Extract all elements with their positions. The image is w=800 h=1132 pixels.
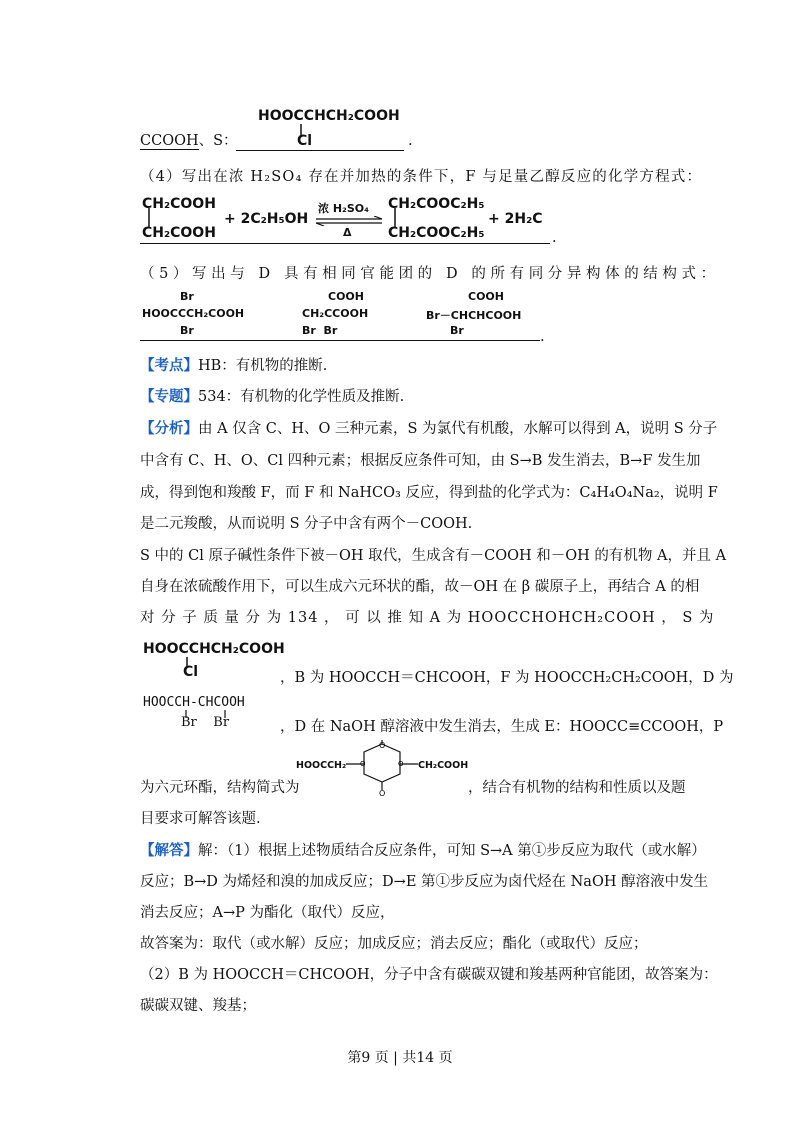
q5-answer-line bbox=[140, 340, 540, 341]
q4-equation bbox=[140, 196, 550, 244]
svg-text:O: O bbox=[379, 789, 386, 796]
top-answer-line bbox=[236, 150, 404, 151]
fenxi-line10b: ，结合有机物的结构和性质以及题 bbox=[468, 780, 686, 796]
isomer2-top: COOH bbox=[328, 290, 364, 303]
isomer2-bottom: Br Br bbox=[302, 324, 338, 337]
svg-text:O: O bbox=[360, 760, 366, 768]
zhuanti-text: 534：有机物的化学性质及推断. bbox=[198, 389, 405, 405]
fenxi-line9: ，D 在 NaOH 醇溶液中发生消去，生成 E：HOOCC≡CCOOH，P bbox=[280, 719, 724, 735]
isomer1-bottom: Br bbox=[180, 324, 194, 337]
jieda-line5: （2）B 为 HOOCCH＝CHCOOH，分子中含有碳碳双键和羧基两种官能团，故答案为： bbox=[140, 967, 718, 983]
jieda-text1: 解：（1）根据上述物质结合反应条件，可知 S→A 第①步反应为取代（或水解） bbox=[198, 843, 706, 859]
fenxi-line2: 中含有 C、H、O、Cl 四种元素；根据反应条件可知，由 S→B 发生消去，B→F 发生加 bbox=[140, 453, 701, 469]
top-sep: 、S： bbox=[198, 133, 238, 149]
zhuanti-line bbox=[140, 387, 404, 407]
q4-condition-top: 浓 H₂SO₄ bbox=[318, 202, 369, 215]
fenxi-text1: 由 A 仅含 C、H、O 三种元素，S 为氯代有机酸，水解可以得到 A，说明 S 分子 bbox=[198, 421, 718, 437]
fenxi-line4: 是二元羧酸，从而说明 S 分子中含有两个－COOH. bbox=[140, 516, 473, 532]
svg-text:O: O bbox=[398, 760, 404, 768]
fenxi-line3: 成，得到饱和羧酸 F，而 F 和 NaHCO₃ 反应，得到盐的化学式为：C₄H₄O₄Na₂，说明 F bbox=[140, 485, 718, 501]
q4-plus-ethanol: + 2C₂H₅OH bbox=[224, 211, 309, 227]
fenxi-line8: ，B 为 HOOCCH＝CHCOOH，F 为 HOOCCH₂CH₂COOH，D 为 bbox=[280, 670, 734, 686]
q4-right-line1: CH₂COOC₂H₅ bbox=[388, 196, 485, 212]
q5-isomers bbox=[140, 288, 540, 338]
fenxi-line1 bbox=[140, 419, 717, 439]
fenxi-d-structure-sub: Br Br bbox=[181, 715, 230, 730]
q4-answer-line bbox=[140, 243, 550, 244]
jieda-line1 bbox=[140, 841, 706, 861]
top-end: . bbox=[408, 133, 413, 149]
fenxi-line10a: 为六元环酯，结构简式为 bbox=[140, 780, 300, 796]
jieda-line4: 故答案为：取代（或水解）反应；加成反应；消去反应；酯化（或取代）反应； bbox=[140, 936, 648, 952]
fenxi-line5: S 中的 Cl 原子碱性条件下被－OH 取代，生成含有－COOH 和－OH 的有机物 A，并且 A bbox=[140, 548, 727, 564]
p-ring-icon bbox=[346, 740, 426, 796]
top-s-structure-main: HOOCCHCH₂COOH bbox=[258, 108, 400, 124]
fenxi-d-structure-main: HOOCCH-CHCOOH bbox=[143, 695, 245, 710]
q5-end: . bbox=[540, 329, 545, 345]
zhuanti-tag: 【专题】 bbox=[140, 388, 198, 405]
kaodian-line bbox=[140, 356, 327, 376]
fenxi-line11: 目要求可解答该题. bbox=[140, 811, 261, 827]
jieda-line3: 消去反应；A→P 为酯化（取代）反应， bbox=[140, 905, 395, 921]
q5-question: （5）写出与 D 具有相同官能团的 D 的所有同分异构体的结构式： bbox=[140, 266, 720, 282]
q4-end: . bbox=[552, 230, 557, 246]
top-prefix bbox=[140, 131, 238, 151]
page-footer: 第9 页 | 共14 页 bbox=[347, 1050, 453, 1066]
fenxi-line7: 对 分 子 质 量 分 为 134 ， 可 以 推 知 A 为 HOOCCHOHCH₂COOH ， S 为 bbox=[140, 610, 715, 626]
jieda-line2: 反应；B→D 为烯烃和溴的加成反应；D→E 第①步反应为卤代烃在 NaOH 醇溶液中发生 bbox=[140, 874, 709, 890]
isomer2-main: CH₂CCOOH bbox=[302, 307, 369, 320]
fenxi-s-structure-sub: Cl bbox=[183, 664, 199, 680]
q4-plus-water: + 2H₂C bbox=[488, 211, 543, 227]
isomer3-main: Br－CHCHCOOH bbox=[426, 309, 522, 322]
top-s-structure-sub: Cl bbox=[297, 133, 313, 149]
q4-left-line1: CH₂COOH bbox=[142, 196, 216, 212]
jieda-tag: 【解答】 bbox=[140, 842, 198, 859]
isomer3-top: COOH bbox=[468, 290, 504, 303]
svg-text:O: O bbox=[379, 741, 386, 750]
p-ring-left-group: HOOCCH₂ bbox=[296, 760, 347, 771]
isomer3-bottom: Br bbox=[450, 324, 464, 337]
kaodian-tag: 【考点】 bbox=[140, 357, 198, 374]
q4-right-line2: CH₂COOC₂H₅ bbox=[388, 225, 485, 241]
fenxi-s-structure-main: HOOCCHCH₂COOH bbox=[143, 641, 285, 657]
q4-condition-bottom: Δ bbox=[343, 226, 352, 239]
jieda-line6: 碳碳双键、羧基； bbox=[140, 998, 256, 1014]
kaodian-text: HB：有机物的推断. bbox=[198, 358, 328, 374]
q4-left-line2: CH₂COOH bbox=[142, 225, 216, 241]
q4-equilibrium-arrow bbox=[314, 216, 384, 226]
q4-question: （4）写出在浓 H₂SO₄ 存在并加热的条件下，F 与足量乙醇反应的化学方程式： bbox=[140, 169, 703, 185]
isomer1-top: Br bbox=[180, 290, 194, 303]
isomer1-main: HOOCCCH₂COOH bbox=[142, 307, 245, 320]
fenxi-tag: 【分析】 bbox=[140, 420, 198, 437]
p-ring-structure bbox=[296, 738, 476, 796]
p-ring-right-group: CH₂COOH bbox=[418, 760, 469, 771]
top-prefix-text: CCOOH bbox=[140, 133, 199, 149]
fenxi-line6: 自身在浓硫酸作用下，可以生成六元环状的酯，故－OH 在 β 碳原子上，再结合 A 的相 bbox=[140, 579, 700, 595]
